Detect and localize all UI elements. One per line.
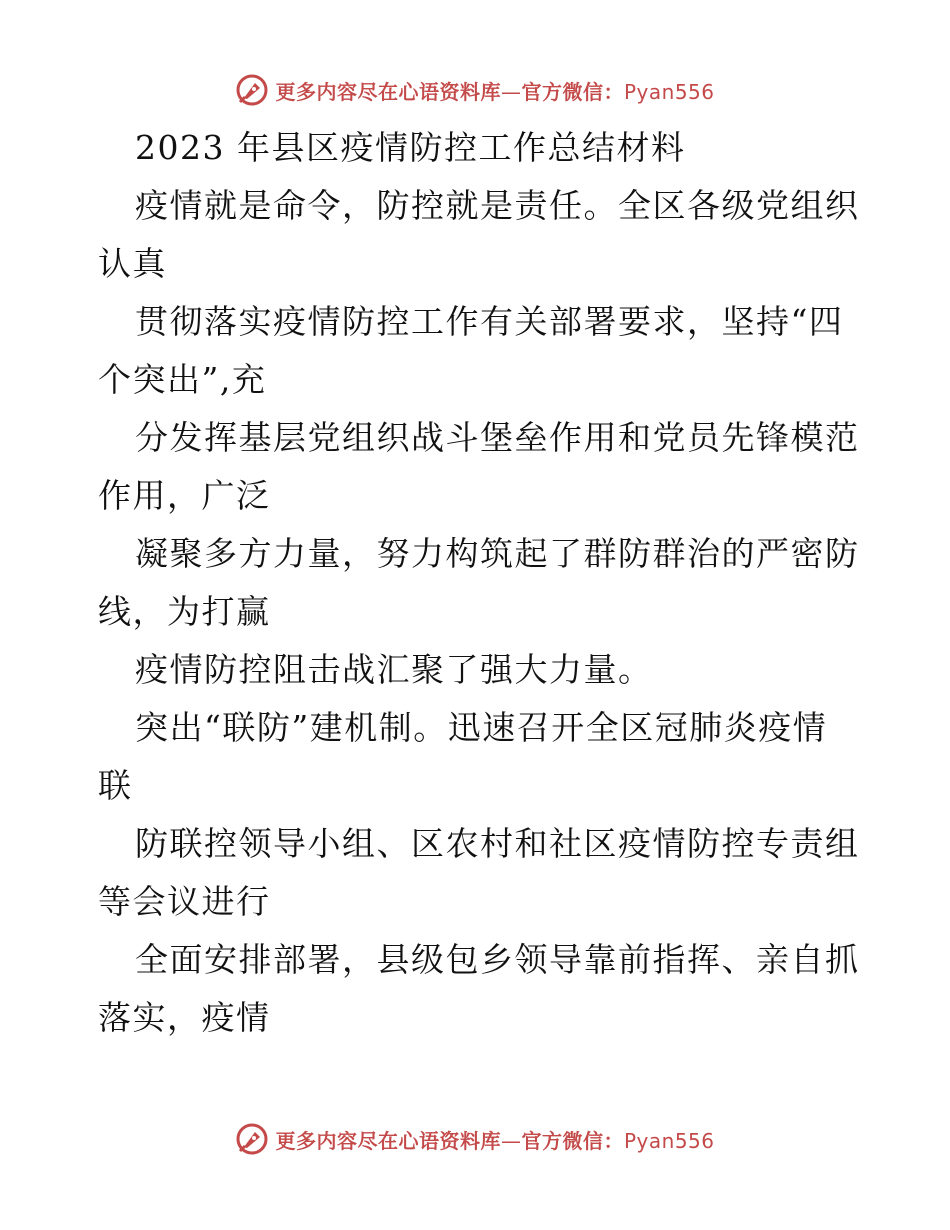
watermark-text: 更多内容尽在心语资料库—官方微信：Pyan556 xyxy=(275,79,715,104)
paragraph-line: 突出“联防”建机制。迅速召开全区冠肺炎疫情 xyxy=(135,708,828,747)
paragraph-line: 联 xyxy=(98,766,133,805)
footer-watermark xyxy=(0,1119,950,1159)
paragraph-line: 认真 xyxy=(98,244,167,283)
paragraph-line: 分发挥基层党组织战斗堡垒作用和党员先锋模范 xyxy=(135,418,860,457)
paragraph-line: 个突出”,充 xyxy=(98,360,267,399)
pen-nib-logo-icon xyxy=(235,1122,269,1156)
paragraph-line: 落实，疫情 xyxy=(98,998,271,1037)
document-body xyxy=(98,119,858,1047)
paragraph-line: 防联控领导小组、区农村和社区疫情防控专责组 xyxy=(135,824,860,863)
header-watermark xyxy=(0,70,950,110)
document-title: 2023 年县区疫情防控工作总结材料 xyxy=(135,128,686,167)
paragraph-line: 凝聚多方力量，努力构筑起了群防群治的严密防 xyxy=(135,534,860,573)
paragraph-line: 疫情防控阻击战汇聚了强大力量。 xyxy=(135,650,653,689)
watermark-text: 更多内容尽在心语资料库—官方微信：Pyan556 xyxy=(275,1128,715,1153)
paragraph-line: 疫情就是命令，防控就是责任。全区各级党组织 xyxy=(135,186,860,225)
paragraph-line: 贯彻落实疫情防控工作有关部署要求，坚持“四 xyxy=(135,302,844,341)
paragraph-line: 作用，广泛 xyxy=(98,476,271,515)
paragraph-line: 等会议进行 xyxy=(98,882,271,921)
pen-nib-logo-icon xyxy=(235,73,269,107)
paragraph-line: 线，为打赢 xyxy=(98,592,271,631)
paragraph-line: 全面安排部署，县级包乡领导靠前指挥、亲自抓 xyxy=(135,940,860,979)
